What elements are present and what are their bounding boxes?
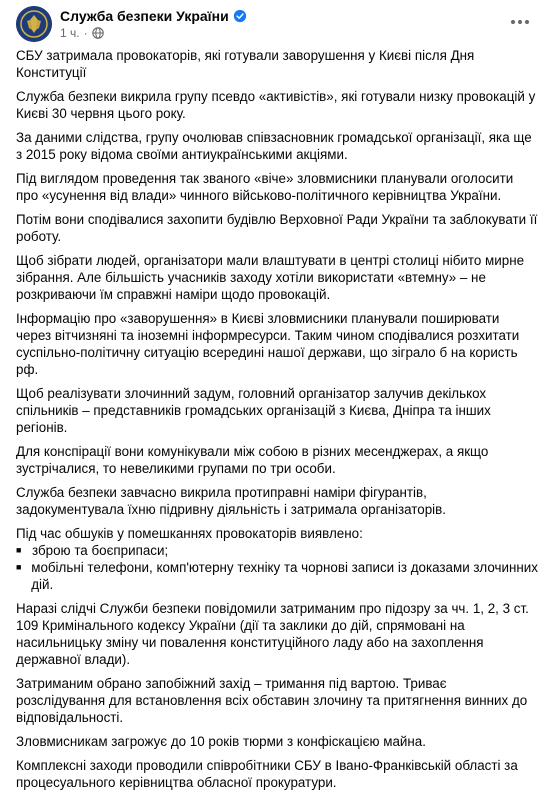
search-intro: Під час обшуків у помешканнях провокаторів виявлено: xyxy=(16,526,363,541)
post-paragraph: СБУ затримала провокаторів, які готували заворушення у Києві після Дня Конституції xyxy=(16,48,475,80)
post-paragraph: Служба безпеки завчасно викрила протиправні наміри фігурантів, задокументувала їхню підривну діяльність і затримала організаторів. xyxy=(16,485,446,517)
more-options-icon xyxy=(510,19,530,25)
post-paragraph: Під виглядом проведення так званого «віче» зловмисники планували оголосити про «усунення від влади» чинного військово-політичного керівництва України. xyxy=(16,171,514,203)
globe-icon[interactable] xyxy=(92,27,104,39)
post-timestamp[interactable]: 1 ч. xyxy=(60,26,80,40)
post-body xyxy=(16,47,538,798)
post-paragraph: Зловмисникам загрожує до 10 років тюрми з конфіскацією майна. xyxy=(16,734,426,749)
post-paragraph: Інформацію про «заворушення» в Києві зловмисники планували поширювати через вітчизняні та іноземні інформресурси. Таким чином сподівалися розхитати суспільно-політичну ситуацію всередині нашої держави, що зіграло б на користь рф. xyxy=(16,311,520,377)
bullet-icon: ■ xyxy=(16,545,22,555)
verified-badge-icon xyxy=(233,9,247,23)
post-paragraph: Щоб зібрати людей, організатори мали влаштувати в центрі столиці нібито мирне зібрання. Але більшість учасників заходу хотіли використати «втемну» – не розкриваючи їм справжні наміри щодо провокацій. xyxy=(16,253,525,302)
post-paragraph: Служба безпеки викрила групу псевдо «активістів», які готували низку провокацій у Києві 30 червня цього року. xyxy=(16,89,536,121)
more-options-button[interactable] xyxy=(504,6,536,38)
list-item xyxy=(16,542,538,559)
post-paragraph: Щоб реалізувати злочинний задум, головний організатор залучив декількох спільників – представників громадських організацій з Києва, Дніпра та інших регіонів. xyxy=(16,386,491,435)
post-paragraph: Наразі слідчі Служби безпеки повідомили затриманим про підозру за чч. 1, 2, 3 ст. 109 Кримінального кодексу України (дії та заклики до дій, спрямовані на насильницьку зміну чи повалення конституційного ладу або на захоплення державної влади). xyxy=(16,601,529,667)
list-item-text: зброю та боєприпаси; xyxy=(32,543,169,558)
avatar[interactable] xyxy=(16,6,52,42)
list-item-text: мобільні телефони, комп'ютерну техніку та чорнові записи із доказами злочинних дій. xyxy=(31,560,538,592)
post-paragraph: Для конспірації вони комунікували між собою в різних месенджерах, а якщо зустрічалися, то невеликими групами по три особи. xyxy=(16,444,489,476)
post-meta xyxy=(60,26,104,40)
meta-separator: · xyxy=(83,26,88,40)
sbu-emblem-icon xyxy=(16,6,52,42)
list-item xyxy=(16,559,538,593)
post-paragraph: Комплексні заходи проводили співробітники СБУ в Івано-Франківській області за процесуального керівництва обласної прокуратури. xyxy=(16,758,518,790)
post-paragraph: За даними слідства, групу очолював співзасновник громадської організації, яка ще з 2015 року відома своїми антиукраїнськими акціями. xyxy=(16,130,532,162)
post-header xyxy=(16,6,536,42)
bullet-icon: ■ xyxy=(16,562,22,572)
findings-list xyxy=(16,542,538,593)
post-paragraph: Затриманим обрано запобіжний захід – тримання під вартою. Триває розслідування для встановлення всіх обставин злочину та притягнення винних до відповідальності. xyxy=(16,676,528,725)
post-paragraph: Потім вони сподівалися захопити будівлю Верховної Ради України та заблокувати її роботу. xyxy=(16,212,538,244)
page-name-link[interactable]: Служба безпеки України xyxy=(60,8,229,24)
